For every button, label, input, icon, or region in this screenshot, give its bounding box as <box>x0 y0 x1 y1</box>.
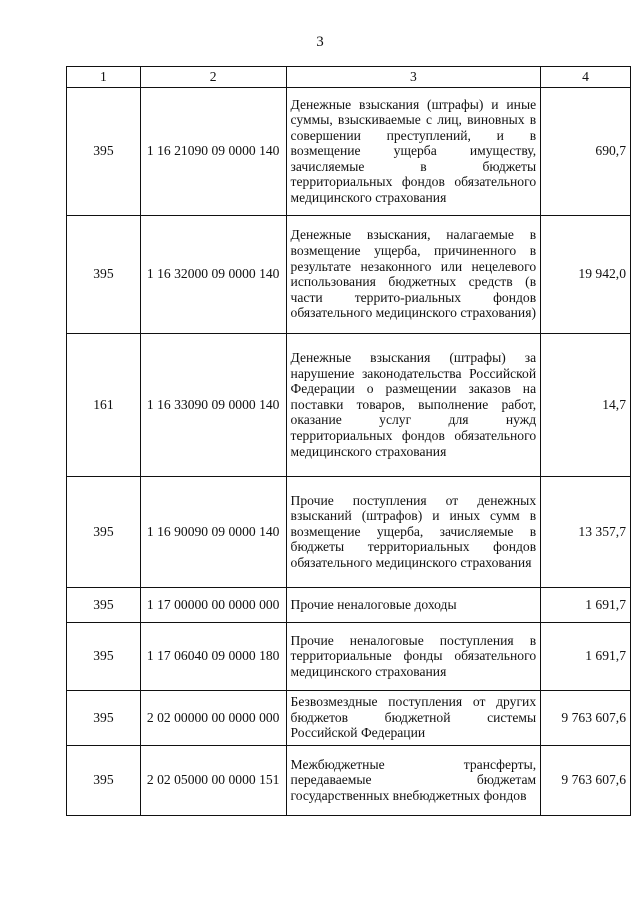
amount: 1 691,7 <box>541 622 631 690</box>
column-number-2: 2 <box>140 67 286 88</box>
amount: 9 763 607,6 <box>541 690 631 745</box>
revenue-name: Денежные взыскания (штрафы) и иные суммы, взыскиваемые с лиц, виновных в совершении преступлений, и в возмещение ущерба имуществу, зачисляемые в бюджеты территориальных фондов обязательного медицинского страхования <box>286 87 541 215</box>
budget-classification-code: 1 16 21090 09 0000 140 <box>140 87 286 215</box>
budget-classification-code: 1 17 06040 09 0000 180 <box>140 622 286 690</box>
revenue-name: Межбюджетные трансферты, передаваемые бюджетам государственных внебюджетных фондов <box>286 745 541 815</box>
budget-classification-code: 2 02 00000 00 0000 000 <box>140 690 286 745</box>
budget-classification-code: 1 16 90090 09 0000 140 <box>140 476 286 587</box>
budget-classification-code: 2 02 05000 00 0000 151 <box>140 745 286 815</box>
column-number-1: 1 <box>67 67 141 88</box>
admin-code: 395 <box>67 745 141 815</box>
table-row <box>67 690 631 745</box>
revenue-name: Прочие неналоговые доходы <box>286 587 541 622</box>
revenue-name: Безвозмездные поступления от других бюджетов бюджетной системы Российской Федерации <box>286 690 541 745</box>
table-row <box>67 587 631 622</box>
admin-code: 395 <box>67 587 141 622</box>
table-row <box>67 476 631 587</box>
revenue-name: Денежные взыскания (штрафы) за нарушение законодательства Российской Федерации о размещении заказов на поставки товаров, выполнение работ, оказание услуг для нужд территориальных фондов обязательного медицинского страхования <box>286 333 541 476</box>
admin-code: 395 <box>67 690 141 745</box>
table-row <box>67 333 631 476</box>
table-row <box>67 87 631 215</box>
admin-code: 395 <box>67 215 141 333</box>
revenue-name: Денежные взыскания, налагаемые в возмещение ущерба, причиненного в результате незаконного или нецелевого использования бюджетных средств (в части террито-риальных фондов обязательного медицинского страхования) <box>286 215 541 333</box>
page-number: 3 <box>316 34 324 50</box>
column-number-row <box>67 67 631 88</box>
column-number-4: 4 <box>541 67 631 88</box>
table-row <box>67 215 631 333</box>
amount: 9 763 607,6 <box>541 745 631 815</box>
amount: 14,7 <box>541 333 631 476</box>
admin-code: 161 <box>67 333 141 476</box>
admin-code: 395 <box>67 87 141 215</box>
amount: 19 942,0 <box>541 215 631 333</box>
table-row <box>67 745 631 815</box>
revenue-name: Прочие поступления от денежных взысканий (штрафов) и иных сумм в возмещение ущерба, зачисляемые в бюджеты территориальных фондов обязательного медицинского страхования <box>286 476 541 587</box>
amount: 13 357,7 <box>541 476 631 587</box>
admin-code: 395 <box>67 622 141 690</box>
revenue-name: Прочие неналоговые поступления в территориальные фонды обязательного медицинского страхования <box>286 622 541 690</box>
amount: 1 691,7 <box>541 587 631 622</box>
amount: 690,7 <box>541 87 631 215</box>
budget-classification-code: 1 17 00000 00 0000 000 <box>140 587 286 622</box>
table-row <box>67 622 631 690</box>
budget-classification-code: 1 16 32000 09 0000 140 <box>140 215 286 333</box>
column-number-3: 3 <box>286 67 541 88</box>
admin-code: 395 <box>67 476 141 587</box>
revenue-table <box>66 66 631 816</box>
budget-classification-code: 1 16 33090 09 0000 140 <box>140 333 286 476</box>
